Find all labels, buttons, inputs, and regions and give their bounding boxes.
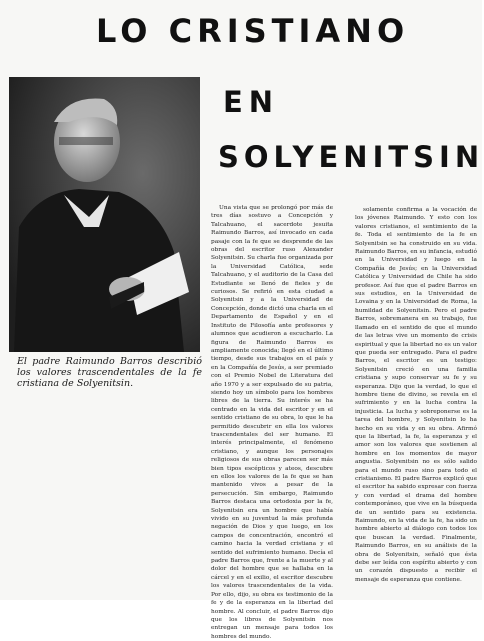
priest-photo bbox=[9, 77, 200, 352]
headline-line-1: LO CRISTIANO bbox=[96, 12, 410, 50]
headline-line-2: EN bbox=[223, 85, 280, 119]
column-right-text: solamente confirma a la vocación de los jóvenes Raimundo. Y esto con los valores cristianos, el sentimiento de la fe. Toda el sentimiento de la fe en Solyenitsin se ha construido en su vida. Raimundo Barros, en su infancia, estudió en la Universidad y luego en la Compañía de Jesús; en la Universidad Católica y Universidad de Chile ha sido profesor. Así fue que el padre Barros en sus estudios, en la Universidad de Lovaina y en la Universidad de Roma, la humildad de Solyenitsin. Pero el padre Barros, sobremanera en su trabajo, fue llamado en el sentido de que el mundo de las letras vive un momento de crisis espiritual y que la libertad no es un valor que pueda ser entregado. Para el padre Barros, el escritor es un testigo: Solyenitsin creció en una familia cristiana y supo conservar su fe y su esperanza. Dijo que la verdad, lo que el hombre tiene de divino, se revela en el sufrimiento y en la lucha contra la injusticia. La lucha y sobreponerse es la tarea del hombre, y Solyenitsin lo ha hecho en su vida y en su obra. Afirmó que la libertad, la fe, la esperanza y el amor son los valores que sostienen al hombre en los momentos de mayor angustia. Solyenitsin no es sólo salido para el mundo ruso sino para todo el cristianismo. El padre Barros explicó que el escritor ha sabido expresar con fuerza y con verdad el drama del hombre contemporáneo, que vive en la búsqueda de un sentido para su existencia. Raimundo, en la vida de la fe, ha sido un hombre abierto al diálogo con todos los que buscan la verdad. Finalmente, Raimundo Barros, en su análisis de la obra de Solyenitsin, señaló que ésta debe ser leída con espíritu abierto y con un corazón dispuesto a recibir el mensaje de esperanza que contiene. bbox=[355, 207, 477, 583]
article-column-right bbox=[355, 206, 477, 594]
column-left-text: Una vista que se prolongó por más de tres días sostuvo a Concepción y Talcahuano, el sacerdote jesuita Raimundo Barros, así invocado en cada pasaje con la fe que se desprende de las obras del escritor ruso Alexander Solyenitsin. Su charla fue organizada por la Universidad Católica, sede Talcahuano, y el auditorio de la Casa del Estudiante se llenó de fieles y de curiosos. Se refirió en esta ciudad a Solyenitsin y a la Universidad de Concepción, donde dictó una charla en el Departamento de Español y en el Instituto de Filosofía ante profesores y alumnos que acudieron a escucharlo. La figura de Raimundo Barros es ampliamente conocida; llegó en el último tiempo, desde sus trabajos en el país y en la Compañía de Jesús, a ser premiado con el Premio Nobel de Literatura del año 1970 y a ser expulsado de su patria, siendo hoy un símbolo para los hombres libres de la tierra. Su interés se ha centrado en la vida del escritor y en el sentido cristiano de su obra, lo que le ha permitido descubrir en ella los valores trascendentales del ser humano. El interés principalmente, el fenómeno cristiano, y aunque los personajes religiosos de sus obras parecen ser más bien tipos escépticos y ateos, descubre en ellos los valores de la fe que se han mantenido vivos a pesar de la persecución. Sin embargo, Raimundo Barros destaca una ortodoxia por la fe, Solyenitsin era un hombre que había vivido en su juventud la más profunda negación de Dios y que luego, en los campos de concentración, encontró el camino hacia la verdad cristiana y el sentido del sufrimiento humano. Decía el padre Barros que, frente a la muerte y al dolor del hombre que se hallaba en la cárcel y en el exilio, el escritor descubre los valores trascendentales de la vida. Por ello, dijo, su obra es testimonio de la fe y de la esperanza en la libertad del hombre. Al concluir, el padre Barros dijo que los libros de Solyenitsin nos entregan un mensaje para todos los hombres del mundo. bbox=[211, 205, 333, 640]
priest-portrait-illustration bbox=[9, 77, 200, 352]
headline-line-3: SOLYENITSIN bbox=[218, 140, 484, 174]
photo-caption: El padre Raimundo Barros describió los valores trascendentales de la fe cristiana de Solyenitsin. bbox=[17, 356, 202, 389]
article-column-left bbox=[211, 204, 333, 640]
